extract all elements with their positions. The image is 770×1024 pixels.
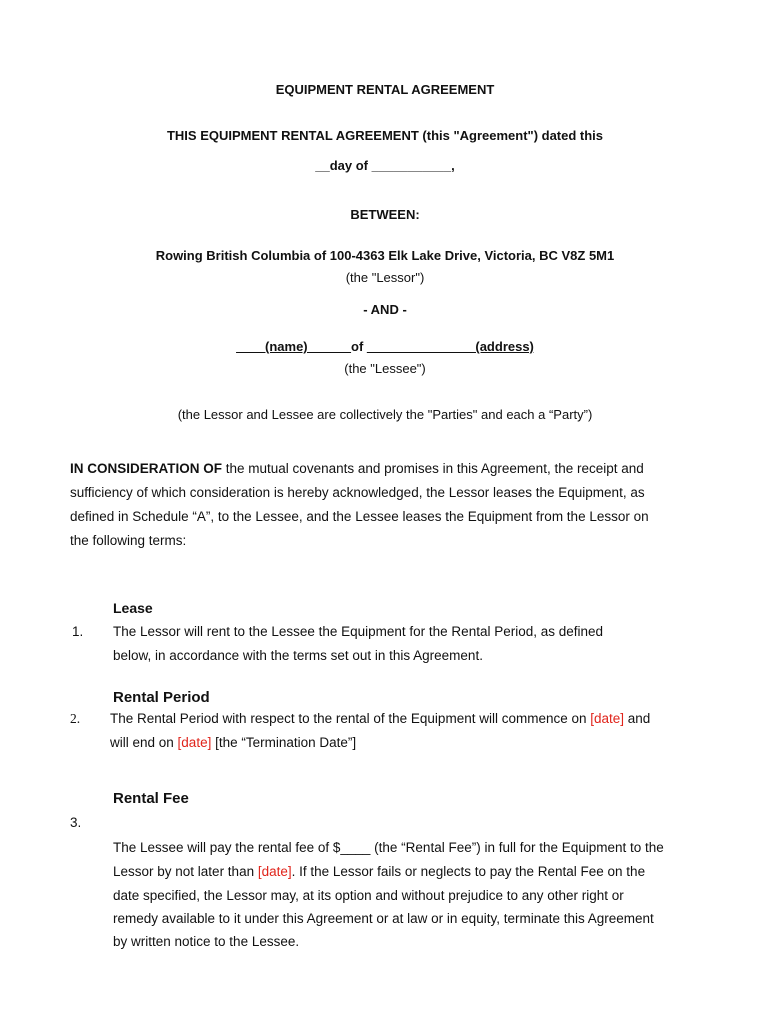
lessee-label: (the "Lessee") <box>344 361 426 376</box>
rental-fee-line-5: by written notice to the Lessee. <box>113 934 300 949</box>
intro-line-2: __day of ___________, <box>315 158 455 173</box>
fee-date-placeholder: [date] <box>257 864 292 879</box>
section-heading-rental-period: Rental Period <box>113 689 210 706</box>
document-title: EQUIPMENT RENTAL AGREEMENT <box>275 82 495 97</box>
rental-period-line-2: will end on [date] [the “Termination Date”] <box>110 735 357 750</box>
lessor-label: (the "Lessor") <box>345 270 425 285</box>
rental-period-line-1: The Rental Period with respect to the rental of the Equipment will commence on [date] and <box>110 711 651 726</box>
lessee-of: of <box>351 339 364 354</box>
consideration-line-2: sufficiency of which consideration is hereby acknowledged, the Lessor leases the Equipment, as <box>70 485 645 500</box>
rental-fee-line-2: Lessor by not later than [date]. If the Lessor fails or neglects to pay the Rental Fee on the <box>113 864 646 879</box>
lessee-address-blank: _______________(address) <box>366 339 534 354</box>
section-number-1: 1. <box>72 624 84 639</box>
parties-line: (the Lessor and Lessee are collectively the "Parties" and each a “Party”) <box>177 407 593 422</box>
and-separator: - AND - <box>363 302 407 317</box>
lessee-line <box>0 339 770 354</box>
rental-fee-line-1: The Lessee will pay the rental fee of $____ (the “Rental Fee”) in full for the Equipment to the <box>113 840 664 855</box>
intro-line-1: THIS EQUIPMENT RENTAL AGREEMENT (this "Agreement") dated this <box>166 128 604 143</box>
consideration-line-1: IN CONSIDERATION OF the mutual covenants and promises in this Agreement, the receipt and <box>70 461 644 476</box>
lessor-line: Rowing British Columbia of 100-4363 Elk Lake Drive, Victoria, BC V8Z 5M1 <box>155 248 615 263</box>
section-heading-rental-fee: Rental Fee <box>113 790 189 807</box>
section-number-3: 3. <box>70 815 82 830</box>
lessee-name-blank: ____(name)______ <box>236 339 352 354</box>
consideration-line-4: the following terms: <box>70 533 187 548</box>
rental-fee-line-3: date specified, the Lessor may, at its option and without prejudice to any other right or <box>113 888 624 903</box>
between-label: BETWEEN: <box>350 207 420 222</box>
lease-line-1: The Lessor will rent to the Lessee the Equipment for the Rental Period, as defined <box>113 624 604 639</box>
end-date-placeholder: [date] <box>177 735 212 750</box>
section-heading-lease: Lease <box>113 600 153 616</box>
commence-date-placeholder: [date] <box>590 711 625 726</box>
consideration-line-3: defined in Schedule “A”, to the Lessee, and the Lessee leases the Equipment from the Lessor on <box>70 509 649 524</box>
lease-line-2: below, in accordance with the terms set out in this Agreement. <box>113 648 483 663</box>
consideration-lead: IN CONSIDERATION OF <box>70 461 223 476</box>
section-number-2: 2. <box>70 711 81 726</box>
rental-fee-line-4: remedy available to it under this Agreement or at law or in equity, terminate this Agreement <box>113 911 654 926</box>
